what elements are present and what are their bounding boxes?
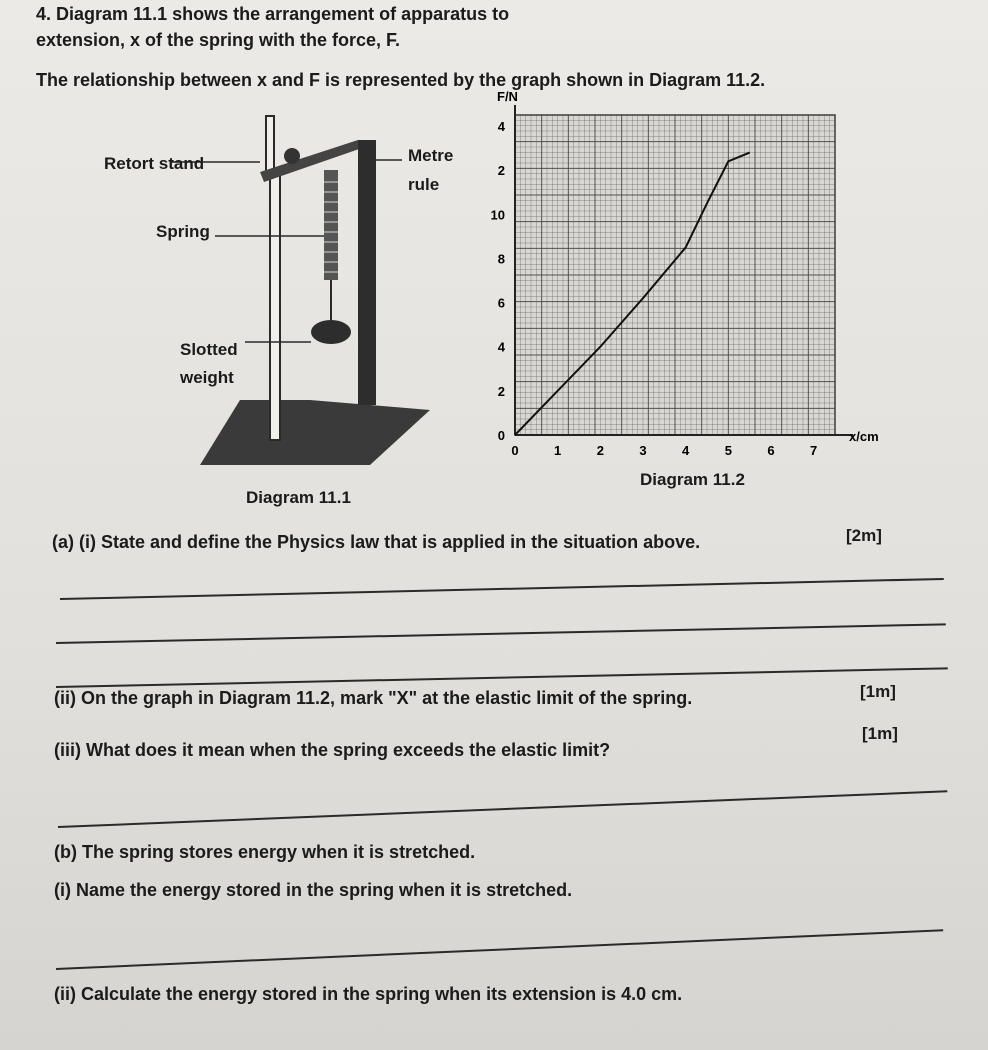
spring xyxy=(324,170,338,280)
x-axis-label: x/cm xyxy=(849,429,879,444)
y-tick-label: 10 xyxy=(490,207,505,223)
question-b-ii: (ii) Calculate the energy stored in the spring when its extension is 4.0 cm. xyxy=(54,984,683,1004)
question-a-ii: (ii) On the graph in Diagram 11.2, mark "X" at the elastic limit of the spring. xyxy=(54,688,693,708)
slotted-weight xyxy=(311,320,351,344)
question-b: (b) The spring stores energy when it is stretched. xyxy=(54,842,476,862)
x-tick-label: 3 xyxy=(639,443,647,458)
question-b-i: (i) Name the energy stored in the spring when it is stretched. xyxy=(54,880,573,900)
y-tick-label: 4 xyxy=(497,339,505,355)
x-tick-label: 6 xyxy=(767,443,775,458)
y-axis-label: F/N xyxy=(497,89,518,104)
diagram-11-2-caption: Diagram 11.2 xyxy=(640,470,745,489)
y-tick-label: 4 xyxy=(497,119,505,135)
question-intro-line1: 4. Diagram 11.1 shows the arrangement of apparatus to xyxy=(36,4,510,24)
y-tick-label: 2 xyxy=(497,163,505,179)
x-tick-label: 4 xyxy=(682,443,690,458)
x-tick-label: 0 xyxy=(511,443,519,458)
y-tick-label: 6 xyxy=(497,295,505,311)
label-spring: Spring xyxy=(156,222,210,241)
question-intro-line2: extension, x of the spring with the force, F. xyxy=(36,30,401,50)
answer-line-4 xyxy=(58,790,947,828)
answer-line-5 xyxy=(56,929,943,970)
x-tick-label: 1 xyxy=(554,443,562,458)
label-retort-stand: Retort stand xyxy=(104,154,205,173)
label-rule: rule xyxy=(408,175,440,194)
clamp xyxy=(260,140,362,182)
label-weight: weight xyxy=(180,368,234,387)
answer-line-3 xyxy=(56,667,948,688)
label-slotted: Slotted xyxy=(180,340,238,359)
marks-a-ii: [1m] xyxy=(860,682,896,701)
retort-rod xyxy=(270,170,280,440)
stand-base xyxy=(200,400,430,465)
x-tick-label: 2 xyxy=(596,443,604,458)
marks-a-iii: [1m] xyxy=(862,724,898,743)
diagram-11-1-caption: Diagram 11.1 xyxy=(246,488,351,507)
y-tick-label: 2 xyxy=(497,383,505,399)
y-tick-label: 8 xyxy=(497,251,505,267)
x-tick-label: 7 xyxy=(810,443,818,458)
metre-rule xyxy=(358,140,376,405)
marks-a-i: [2m] xyxy=(846,526,882,545)
answer-line-1 xyxy=(60,578,944,600)
question-a-i: (a) (i) State and define the Physics law that is applied in the situation above. xyxy=(52,532,701,552)
answer-line-2 xyxy=(56,623,946,644)
label-metre: Metre xyxy=(408,146,454,165)
question-intro-line3: The relationship between x and F is represented by the graph shown in Diagram 11.2. xyxy=(36,70,766,90)
force-extension-graph xyxy=(470,89,879,470)
question-a-iii: (iii) What does it mean when the spring exceeds the elastic limit? xyxy=(54,740,611,760)
x-tick-label: 5 xyxy=(724,443,732,458)
y-tick-label: 0 xyxy=(497,428,505,443)
